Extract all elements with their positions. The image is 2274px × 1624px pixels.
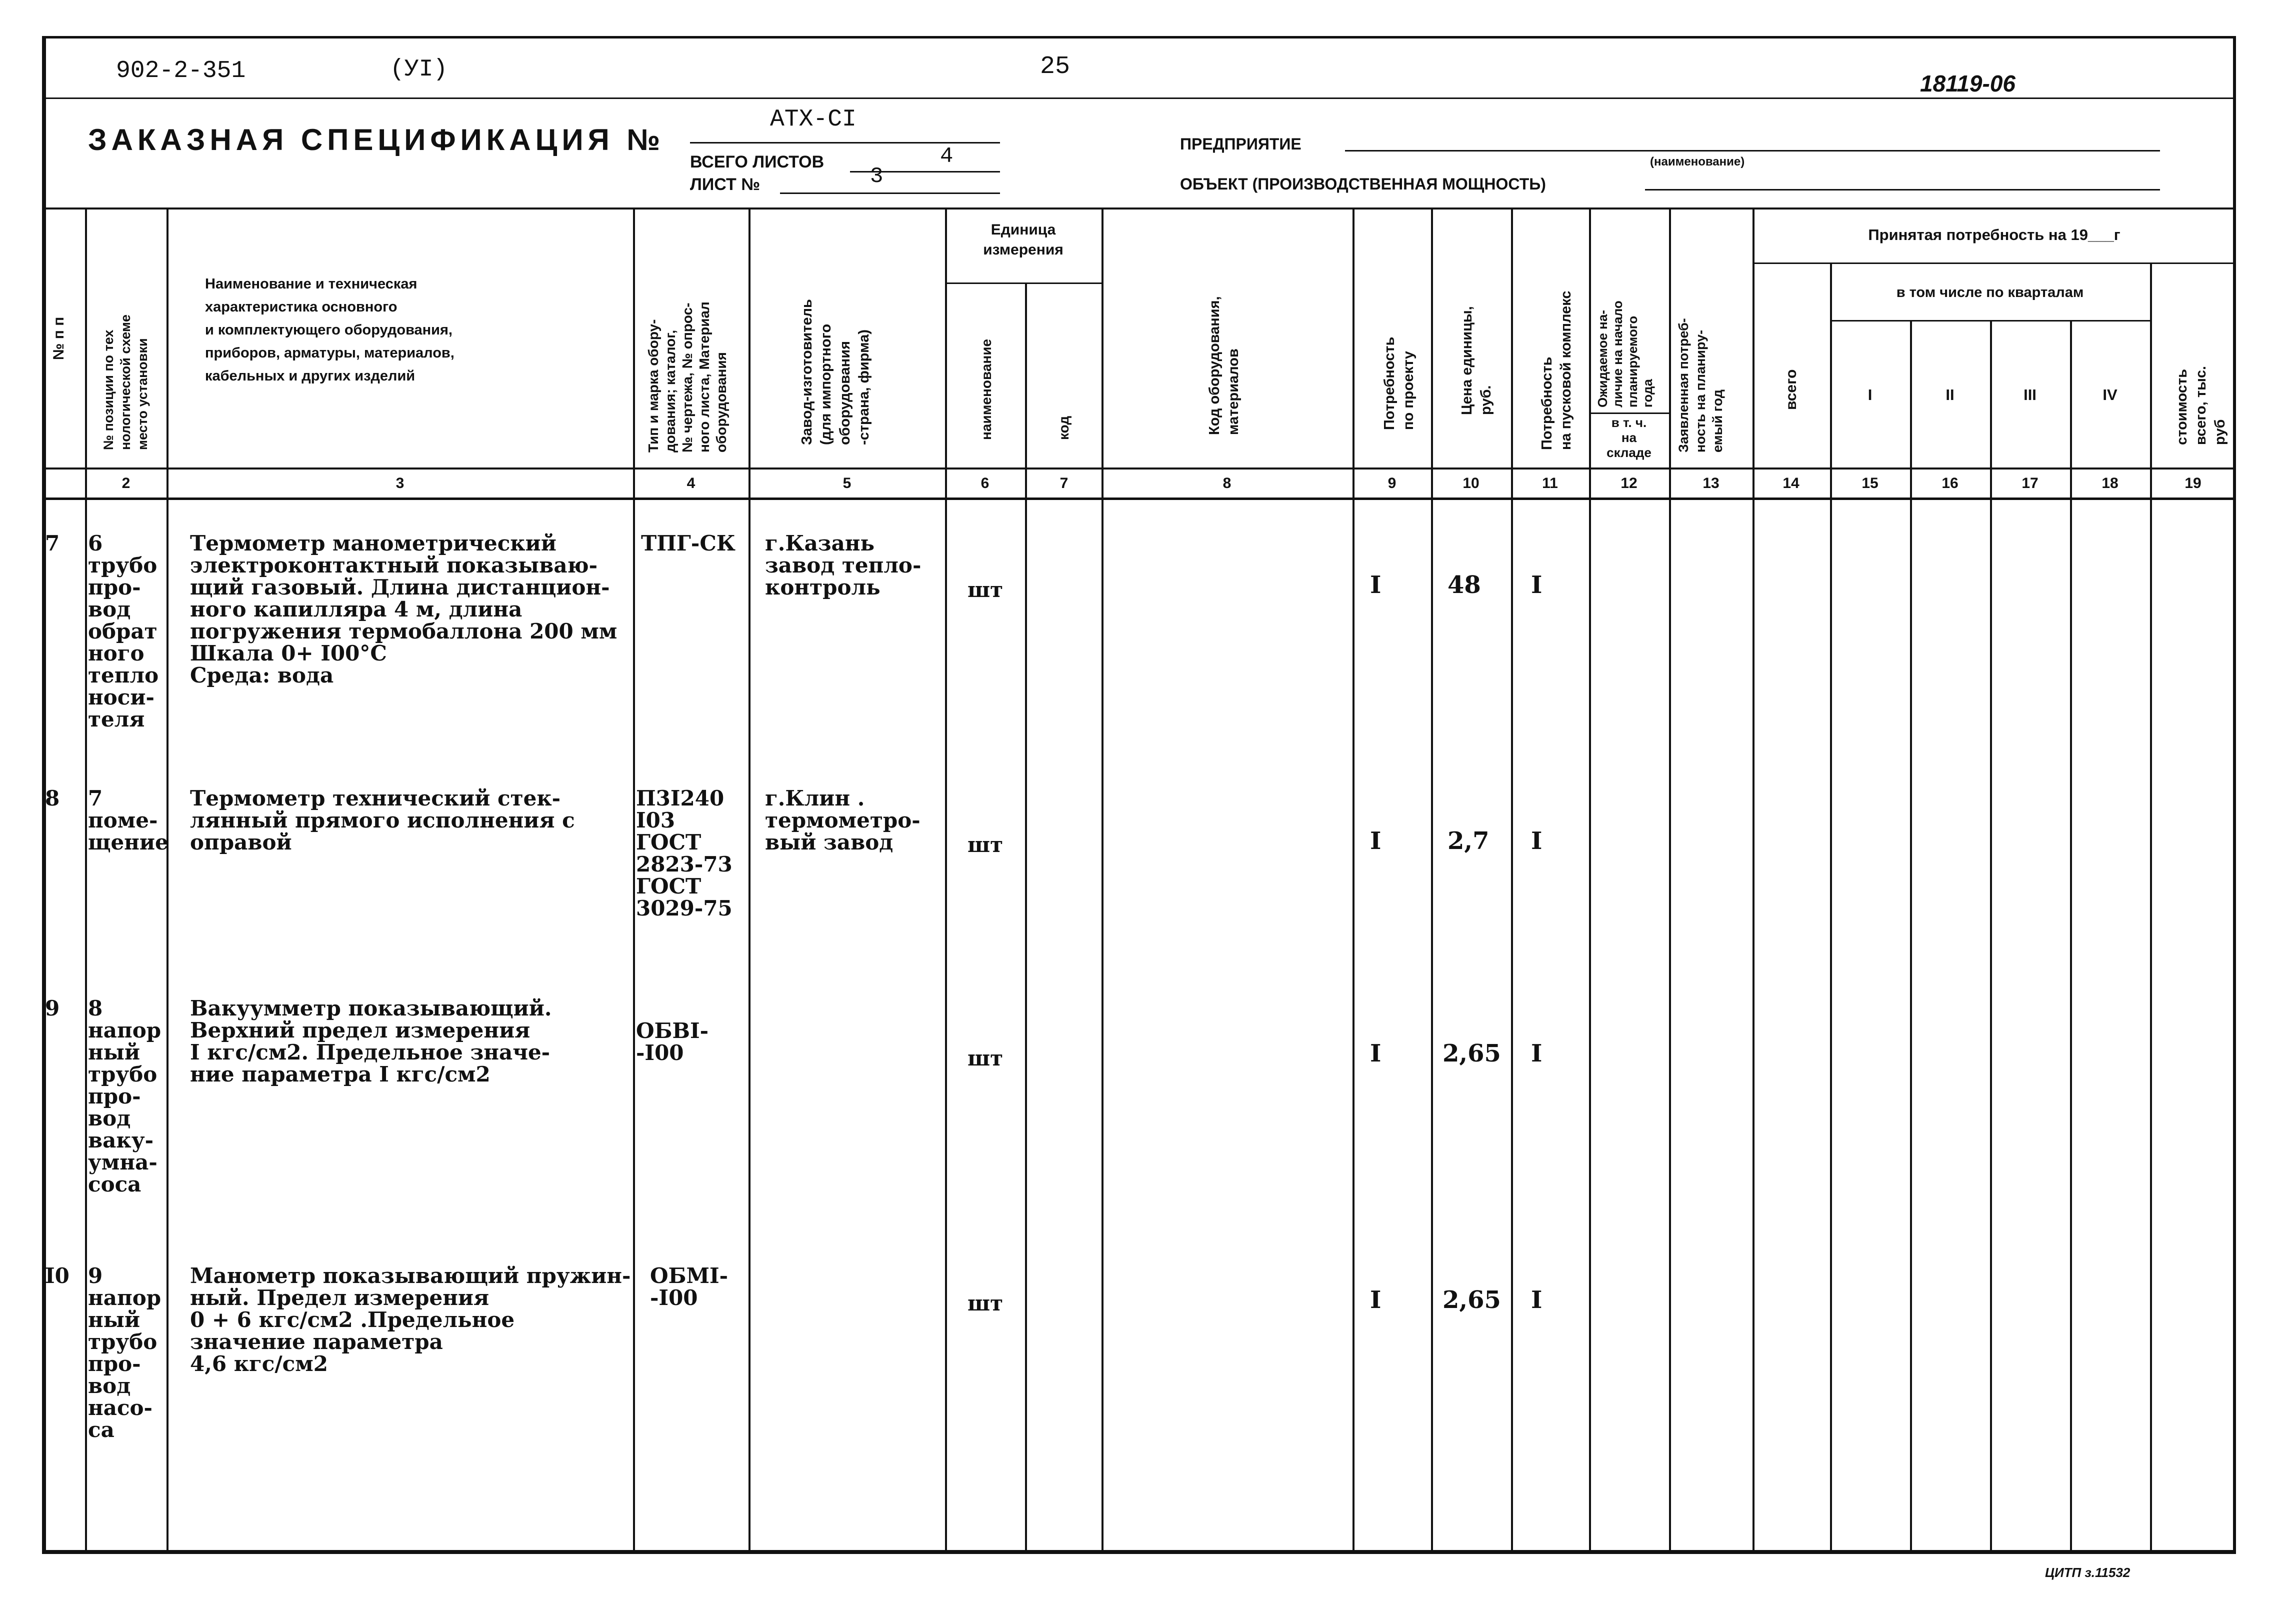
col-number-8: 8 — [1222, 475, 1232, 492]
row-4-need: I — [1370, 1286, 1382, 1314]
quarters-group-rule — [1830, 320, 2150, 322]
col-line-14 — [1830, 262, 1832, 1552]
col-line-5 — [945, 208, 947, 1552]
col-line-4 — [748, 208, 750, 1552]
stock-subrule — [1589, 412, 1669, 414]
sheets-total: 4 — [940, 144, 954, 169]
page-title: ЗАКАЗНАЯ СПЕЦИФИКАЦИЯ № — [88, 123, 665, 156]
row-2-type: П3I240 I03 ГОСТ 2823-73 ГОСТ 3029-75 — [636, 786, 732, 920]
header-total: всего — [1783, 369, 1800, 410]
col-number-18: 18 — [2102, 475, 2118, 492]
row-2-position: 7 поме- щение — [88, 786, 168, 854]
row-2-launch: I — [1531, 827, 1542, 855]
row-2-number: 8 — [45, 786, 60, 810]
row-3-type: ОБВI- -I00 — [636, 1018, 709, 1065]
header-launch-need: Потребность на пусковой комплекс — [1539, 290, 1574, 450]
sheets-total-label: ВСЕГО ЛИСТОВ — [690, 152, 824, 172]
col-number-19: 19 — [2184, 475, 2202, 492]
col-line-6 — [1025, 282, 1027, 1552]
col-line-13 — [1752, 208, 1754, 1552]
header-q4: IV — [2102, 386, 2118, 404]
col-line-9 — [1431, 208, 1433, 1552]
row-2-unit: шт — [968, 832, 1004, 857]
row-1-price: 48 — [1448, 571, 1481, 599]
row-2-need: I — [1370, 827, 1382, 855]
col-number-15: 15 — [1862, 475, 1878, 492]
header-cost: стоимость всего, тыс. руб — [2174, 366, 2228, 445]
header-maker: Завод-изготовитель (для импортного оборудования -страна, фирма) — [799, 299, 872, 445]
header-accepted-need: Принятая потребность на 19___г — [1868, 226, 2120, 244]
row-3-need: I — [1370, 1040, 1382, 1068]
header-expected: Ожидаемое на- личие на начало планируемого года — [1595, 300, 1655, 408]
name-hint: (наименование) — [1650, 155, 1745, 168]
col-number-10: 10 — [1462, 475, 1480, 492]
col-line-3 — [633, 208, 635, 1552]
header-row-number: № п п — [50, 316, 67, 360]
row-1-need: I — [1370, 571, 1382, 599]
document-code: 902-2-351 — [116, 58, 246, 84]
document-part: (УI) — [390, 56, 448, 83]
col-number-6: 6 — [980, 475, 990, 492]
header-unit-code: код — [1056, 416, 1072, 440]
header-q3: III — [2024, 386, 2036, 404]
header-unit-name: наименование — [978, 338, 994, 440]
col-number-16: 16 — [1942, 475, 1958, 492]
col-number-14: 14 — [1782, 475, 1800, 492]
header-type: Тип и марка обору- дования; каталог, № чертежа, № опрос- ного листа, Материал оборудования — [646, 302, 729, 452]
row-2-maker: г.Клин . термометро- вый завод — [765, 786, 920, 854]
col-number-7: 7 — [1060, 475, 1068, 492]
row-1-type: ТПГ-СК — [641, 531, 736, 556]
col-line-1 — [85, 208, 87, 1552]
row-4-price: 2,65 — [1442, 1286, 1501, 1314]
col-line-12 — [1669, 208, 1671, 1552]
header-design-need: Потребность по проекту — [1382, 336, 1416, 430]
header-unit-group: Единица измерения — [983, 222, 1064, 258]
row-3-unit: шт — [968, 1046, 1004, 1070]
col-number-9: 9 — [1388, 475, 1396, 492]
sheet-number-label: ЛИСТ № — [690, 175, 760, 194]
col-line-10 — [1511, 208, 1513, 1552]
row-1-launch: I — [1531, 571, 1542, 599]
header-equipment-code: Код оборудования, материалов — [1206, 296, 1242, 435]
header-bottom-rule — [42, 468, 2236, 470]
row-1-position: 6 трубо про- вод обрат ного тепло носи- теля — [88, 531, 159, 732]
row-1-number: 7 — [45, 531, 60, 556]
header-unit-price: Цена единицы, руб. — [1459, 306, 1494, 415]
col-line-8 — [1352, 208, 1354, 1552]
row-1-unit: шт — [968, 578, 1004, 602]
header-q1: I — [1868, 386, 1872, 404]
colnum-bottom-rule — [42, 498, 2236, 500]
enterprise-label: ПРЕДПРИЯТИЕ — [1180, 135, 1302, 153]
row-2-price: 2,7 — [1448, 827, 1490, 855]
row-3-name: Вакуумметр показывающий. Верхний предел измерения I кгс/см2. Предельное значе- ние параметра I кгс/см2 — [190, 996, 552, 1086]
sheet-number: 3 — [870, 164, 884, 189]
row-1-maker: г.Казань завод тепло- контроль — [765, 531, 922, 600]
col-number-5: 5 — [842, 475, 852, 492]
col-number-2: 2 — [122, 475, 130, 492]
accepted-group-rule — [1752, 262, 2236, 264]
stamp-number: 18119-06 — [1920, 70, 2016, 96]
col-line-16 — [1990, 320, 1992, 1552]
row-3-number: 9 — [45, 996, 60, 1020]
row-4-position: 9 напор ный трубо про- вод насо- са — [88, 1264, 162, 1442]
header-in-stock: в т. ч. на складе — [1606, 415, 1652, 460]
col-number-13: 13 — [1702, 475, 1720, 492]
unit-group-rule — [945, 282, 1102, 284]
header-q2: II — [1946, 386, 1954, 404]
row-4-unit: шт — [968, 1291, 1004, 1316]
col-number-4: 4 — [686, 475, 696, 492]
spec-number: АТХ-СI — [770, 106, 856, 133]
col-number-11: 11 — [1542, 475, 1558, 492]
header-declared-need: Заявленная потреб- ность на планиру- емый год — [1676, 318, 1725, 452]
print-stamp: ЦИТП з.11532 — [2045, 1565, 2130, 1580]
page-number: 25 — [1040, 52, 1070, 81]
row-4-name: Манометр показывающий пружин- ный. Предел измерения 0 + 6 кгс/см2 .Предельное значение параметра 4,6 кгс/см2 — [190, 1264, 631, 1376]
header-position: № позиции по тех нологической схеме место установки — [101, 314, 150, 450]
col-line-15 — [1910, 320, 1912, 1552]
col-line-17 — [2070, 320, 2072, 1552]
col-number-12: 12 — [1620, 475, 1638, 492]
object-label: ОБЪЕКТ (ПРОИЗВОДСТВЕННАЯ МОЩНОСТЬ) — [1180, 175, 1546, 193]
col-number-17: 17 — [2022, 475, 2038, 492]
col-line-7 — [1102, 208, 1104, 1552]
header-name: Наименование и техническая характеристика основного и комплектующего оборудования, приборов, арматуры, материалов, кабельных и других изделий — [205, 276, 454, 384]
row-3-launch: I — [1531, 1040, 1542, 1068]
row-3-position: 8 напор ный трубо про- вод ваку- умна- соса — [88, 996, 162, 1196]
row-1-name: Термометр манометрический электроконтактный показываю- щий газовый. Длина дистанцион- ного капилляра 4 м, длина погружения термобаллона 200 мм Шкала 0+ I00°С Среда: вода — [190, 531, 618, 688]
row-2-name: Термометр технический стек- лянный прямого исполнения с оправой — [190, 786, 575, 854]
row-4-type: ОБМI- -I00 — [650, 1264, 728, 1310]
col-line-2 — [166, 208, 168, 1552]
header-quarters: в том числе по кварталам — [1896, 284, 2084, 300]
row-4-launch: I — [1531, 1286, 1542, 1314]
header-top-rule — [42, 208, 2236, 210]
col-number-3: 3 — [396, 475, 404, 492]
row-3-price: 2,65 — [1442, 1040, 1501, 1068]
col-line-18 — [2150, 262, 2152, 1552]
row-4-number: I0 — [45, 1264, 70, 1288]
col-line-11 — [1589, 208, 1591, 1552]
